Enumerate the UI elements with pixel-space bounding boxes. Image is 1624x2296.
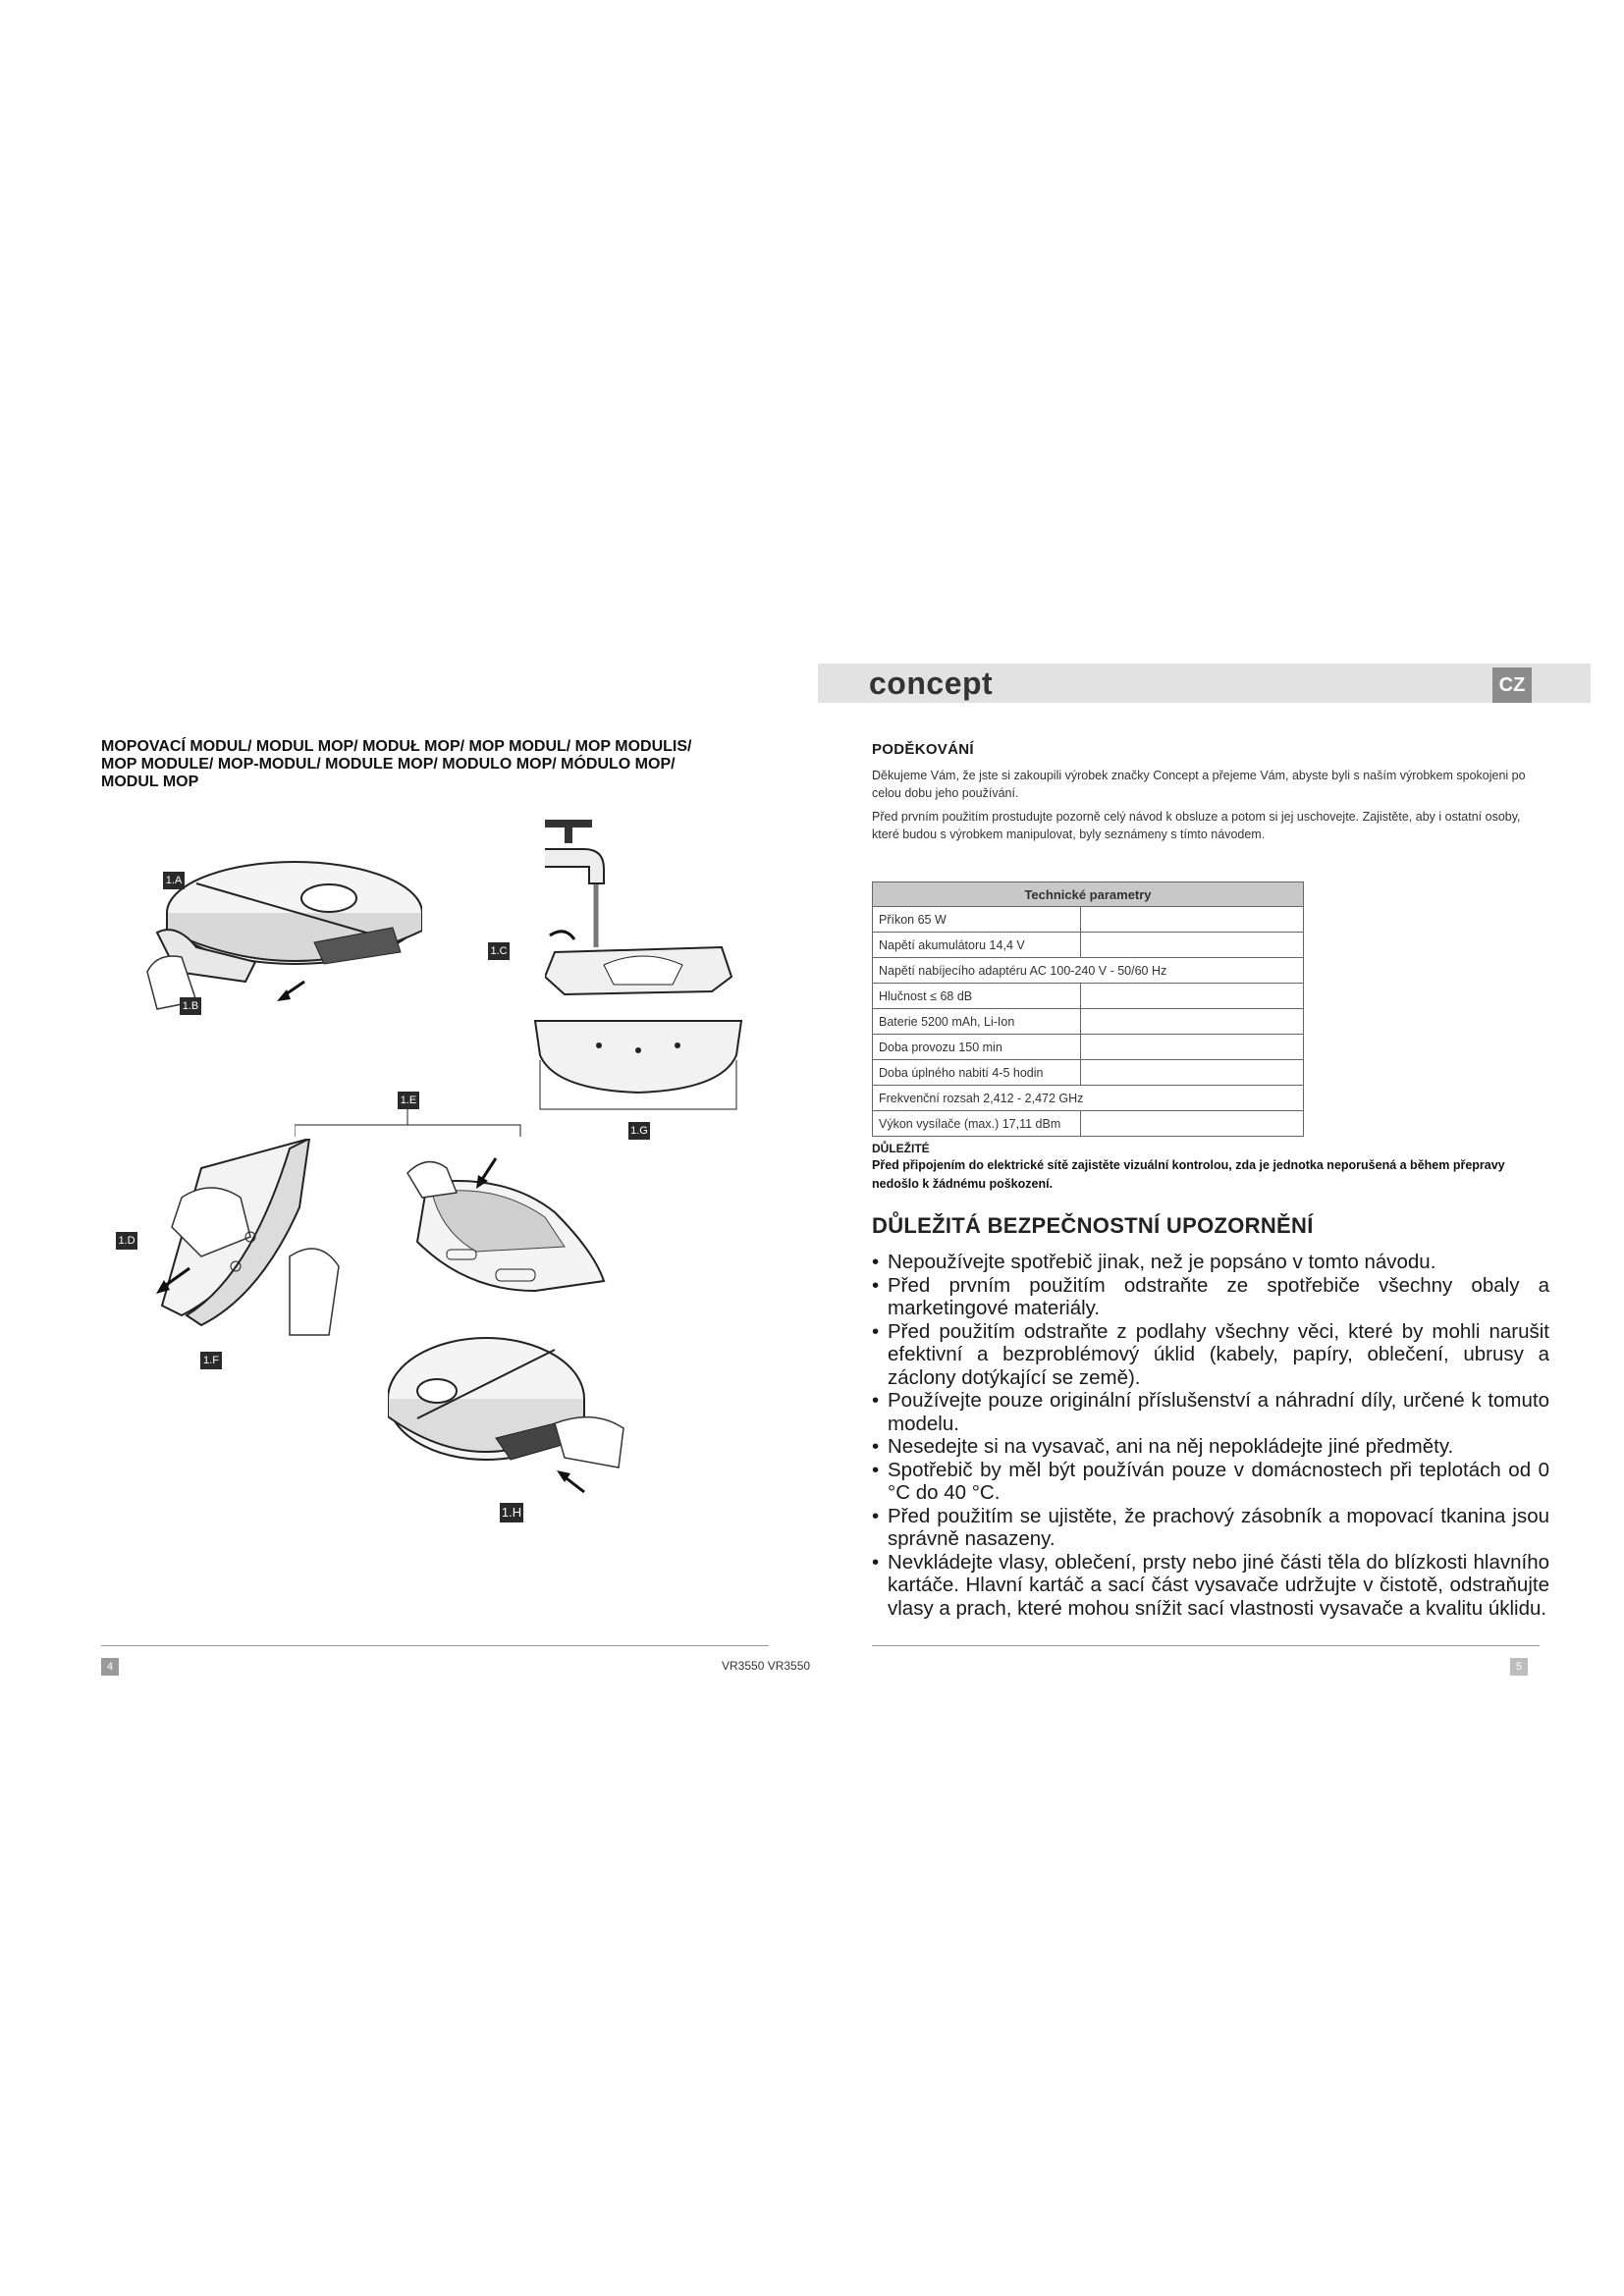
spec-table — [872, 881, 1304, 1137]
spec-cell: Napětí akumulátoru 14,4 V — [873, 933, 1081, 958]
spec-cell: Napětí nabíjecího adaptéru AC 100-240 V - 50/60 Hz — [873, 958, 1304, 984]
figure-cloth-peel — [388, 1153, 614, 1301]
spec-cell: Doba úplného nabití 4-5 hodin — [873, 1060, 1081, 1086]
figure-cloth-removal — [142, 1139, 378, 1345]
spec-cell: Příkon 65 W — [873, 907, 1081, 933]
footer-rule-right — [872, 1645, 1540, 1646]
list-item: • Používejte pouze originální příslušenství a náhradní díly, určené k tomuto modelu. — [872, 1389, 1549, 1435]
safety-heading: DŮLEŽITÁ BEZPEČNOSTNÍ UPOZORNĚNÍ — [872, 1213, 1314, 1238]
figure-label-1b: 1.B — [180, 997, 201, 1015]
table-row — [873, 907, 1304, 933]
list-item: • Spotřebič by měl být používán pouze v domácnostech při teplotách od 0 °C do 40 °C. — [872, 1459, 1549, 1505]
list-item: • Nevkládejte vlasy, oblečení, prsty nebo jiné části těla do blízkosti hlavního kartáče. Hlavní kartáč a sací část vysavače udržujte v čistotě, odstraňujte vlasy a prach, které mohou snížit sací vlastnosti vysavače a kvalitu úklidu. — [872, 1551, 1549, 1621]
figure-mop-attach — [388, 1330, 633, 1507]
spec-value-cell — [1081, 984, 1304, 1009]
spec-value-cell — [1081, 1035, 1304, 1060]
spec-cell: Frekvenční rozsah 2,412 - 2,472 GHz — [873, 1086, 1304, 1111]
page-number-right: 5 — [1510, 1658, 1528, 1676]
figure-label-1d: 1.D — [116, 1232, 137, 1250]
figure-label-1g: 1.G — [628, 1122, 650, 1140]
table-row — [873, 933, 1304, 958]
figure-label-1f: 1.F — [200, 1352, 222, 1369]
thanks-paragraph-2: Před prvním použitím prostudujte pozorně celý návod k obsluze a potom si jej uschovejte. Zajistěte, aby i ostatní osoby, které budou s výrobkem manipulovat, byly seznámeny s tímto návodem. — [872, 810, 1521, 841]
spec-value-cell — [1081, 907, 1304, 933]
spec-cell: Baterie 5200 mAh, Li-Ion — [873, 1009, 1081, 1035]
page-number-left: 4 — [101, 1658, 119, 1676]
important-label: DŮLEŽITÉ — [872, 1142, 930, 1155]
table-row — [873, 984, 1304, 1009]
figure-label-1e: 1.E — [398, 1092, 419, 1109]
table-row — [873, 1086, 1304, 1111]
list-item: • Nepoužívejte spotřebič jinak, než je popsáno v tomto návodu. — [872, 1251, 1549, 1274]
thanks-paragraph-1: Děkujeme Vám, že jste si zakoupili výrobek značky Concept a přejeme Vám, abyste byli s naším výrobkem spokojeni po celou dobu jeho používání. — [872, 769, 1526, 800]
spec-cell: Výkon vysílače (max.) 17,11 dBm — [873, 1111, 1081, 1137]
figure-label-1h: 1.H — [500, 1503, 523, 1522]
safety-list — [872, 1251, 1549, 1620]
thanks-heading: PODĚKOVÁNÍ — [872, 741, 974, 758]
language-badge: CZ — [1492, 667, 1532, 703]
spec-value-cell — [1081, 1009, 1304, 1035]
table-row — [873, 958, 1304, 984]
figure-tank-bottom — [530, 1016, 746, 1114]
list-item: • Před použitím se ujistěte, že prachový zásobník a mopovací tkanina jsou správně nasazeny. — [872, 1505, 1549, 1551]
model-code: VR3550 VR3550 — [722, 1659, 811, 1673]
figure-label-1a: 1.A — [163, 872, 185, 889]
spec-value-cell — [1081, 1060, 1304, 1086]
mop-module-title: MOPOVACÍ MODUL/ MODUL MOP/ MODUŁ MOP/ MOP MODUL/ MOP MODULIS/ MOP MODULE/ MOP-MODUL/ MODULE MOP/ MODULO MOP/ MÓDULO MOP/ MODUL MOP — [101, 738, 692, 790]
brand-logo: concept — [869, 666, 994, 701]
spec-cell: Doba provozu 150 min — [873, 1035, 1081, 1060]
figure-water-tank-fill — [545, 820, 741, 996]
footer-rule-left — [101, 1645, 769, 1646]
spec-table-header: Technické parametry — [873, 882, 1304, 907]
spec-cell: Hlučnost ≤ 68 dB — [873, 984, 1081, 1009]
figure-label-1c: 1.C — [488, 942, 510, 960]
table-row — [873, 1035, 1304, 1060]
important-text: Před připojením do elektrické sítě zajistěte vizuální kontrolou, zda je jednotka neporušená a během přepravy nedošlo k žádnému poškození. — [872, 1158, 1505, 1191]
table-row — [873, 1111, 1304, 1137]
list-item: • Před použitím odstraňte z podlahy všechny věci, které by mohli narušit efektivní a bezproblémový úklid (kabely, papíry, oblečení, ubrusy a záclony dotýkající se země). — [872, 1320, 1549, 1390]
list-item: • Před prvním použitím odstraňte ze spotřebiče všechny obaly a marketingové materiály. — [872, 1274, 1549, 1320]
table-row — [873, 1060, 1304, 1086]
table-row — [873, 1009, 1304, 1035]
spec-value-cell — [1081, 1111, 1304, 1137]
spec-value-cell — [1081, 933, 1304, 958]
list-item: • Nesedejte si na vysavač, ani na něj nepokládejte jiné předměty. — [872, 1435, 1549, 1459]
